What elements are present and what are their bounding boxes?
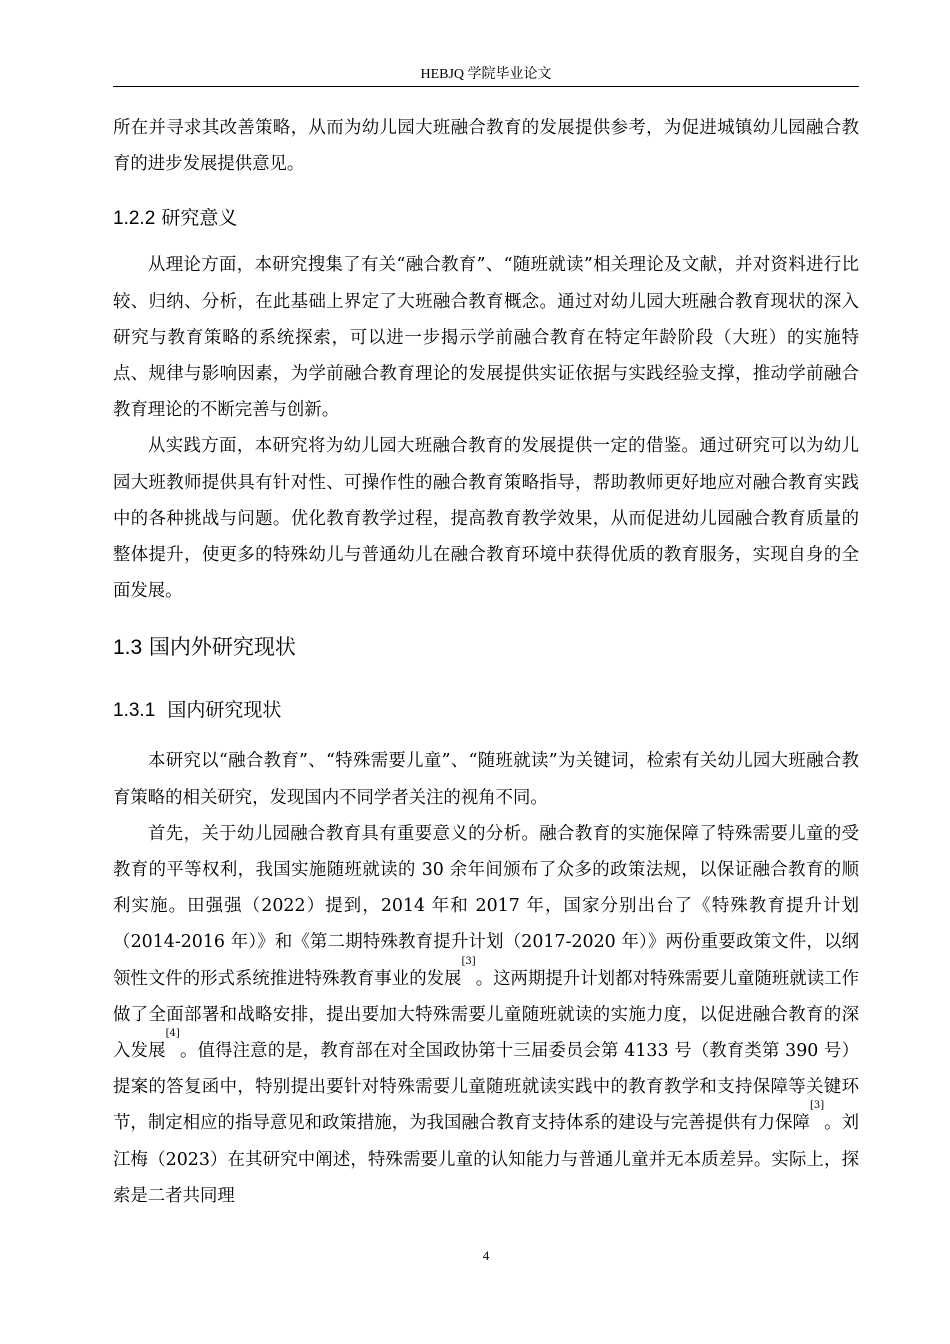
paragraph-first-part1: 首先，关于幼儿园融合教育具有重要意义的分析。融合教育的实施保障了特殊需要儿童的受教育的平等权利，我国实施随班就读的 30 余年间颁布了众多的政策法规，以保证融合教育的顺利实施。田强强（2022）提到，2014 年和 2017 年，国家分别出台了《特殊教育提升计划（2014-2016 年）》和《第二期特殊教育提升计划（2017-2020 年）》两份重要政策文件，以纲领性文件的形式系统推进特殊教育事业的发展: [113, 823, 859, 989]
page-header: HEBJQ 学院毕业论文: [420, 67, 552, 82]
citation-ref: [3]: [461, 955, 476, 967]
section-title: 研究意义: [161, 207, 238, 230]
section-heading-1-3: [113, 633, 859, 662]
citation-ref: [4]: [165, 1028, 180, 1040]
citation-ref: [3]: [809, 1100, 825, 1112]
paragraph-intro: 所在并寻求其改善策略，从而为幼儿园大班融合教育的发展提供参考，为促进城镇幼儿园融合教育的进步发展提供意见。: [113, 118, 859, 175]
header-rule: [113, 86, 859, 87]
section-number: 1.3.1: [113, 700, 156, 722]
section-number: 1.2.2: [113, 208, 156, 230]
section-number: 1.3: [113, 636, 143, 660]
paragraph-first-part4: 。刘江梅（2023）在其研究中阐述，特殊需要儿童的认知能力与普通儿童并无本质差异。实际上，探索是二者共同理: [113, 1113, 859, 1206]
page-number: 4: [482, 1248, 490, 1263]
paragraph-theory: 从理论方面，本研究搜集了有关“融合教育”、“随班就读”相关理论及文献，并对资料进行比较、归纳、分析，在此基础上界定了大班融合教育概念。通过对幼儿园大班融合教育现状的深入研究与教育策略的系统探索，可以进一步揭示学前融合教育在特定年龄阶段（大班）的实施特点、规律与影响因素，为学前融合教育理论的发展提供实证依据与实践经验支撑，推动学前融合教育理论的不断完善与创新。: [113, 255, 859, 421]
paragraph-first: [113, 816, 859, 1214]
paragraph-first-part3: 。值得注意的是，教育部在对全国政协第十三届委员会第 4133 号（教育类第 390 号）提案的答复函中，特别提出要针对特殊需要儿童随班就读实践中的教育教学和支持保障等关键环节，制定相应的指导意见和政策措施，为我国融合教育支持体系的建设与完善提供有力保障: [113, 1041, 859, 1134]
paragraph-practice: 从实践方面，本研究将为幼儿园大班融合教育的发展提供一定的借鉴。通过研究可以为幼儿园大班教师提供具有针对性、可操作性的融合教育策略指导，帮助教师更好地应对融合教育实践中的各种挑战与问题。优化教育教学过程，提高教育教学效果，从而促进幼儿园融合教育质量的整体提升，使更多的特殊幼儿与普通幼儿在融合教育环境中获得优质的教育服务，实现自身的全面发展。: [113, 436, 859, 602]
page-body: [113, 110, 859, 1214]
section-heading-1-2-2: [113, 206, 859, 231]
section-title: 国内外研究现状: [148, 635, 296, 660]
section-title: 国内研究现状: [167, 699, 282, 722]
paragraph-first-part2: 。这两期提升计划都对特殊需要儿童随班就读工作做了全面部署和战略安排，提出要加大特殊需要儿童随班就读的实施力度，以促进融合教育的深入发展: [113, 968, 859, 1062]
paragraph-keywords: 本研究以“融合教育”、“特殊需要儿童”、“随班就读”为关键词，检索有关幼儿园大班融合教育策略的相关研究，发现国内不同学者关注的视角不同。: [113, 751, 859, 808]
section-heading-1-3-1: [113, 698, 859, 723]
